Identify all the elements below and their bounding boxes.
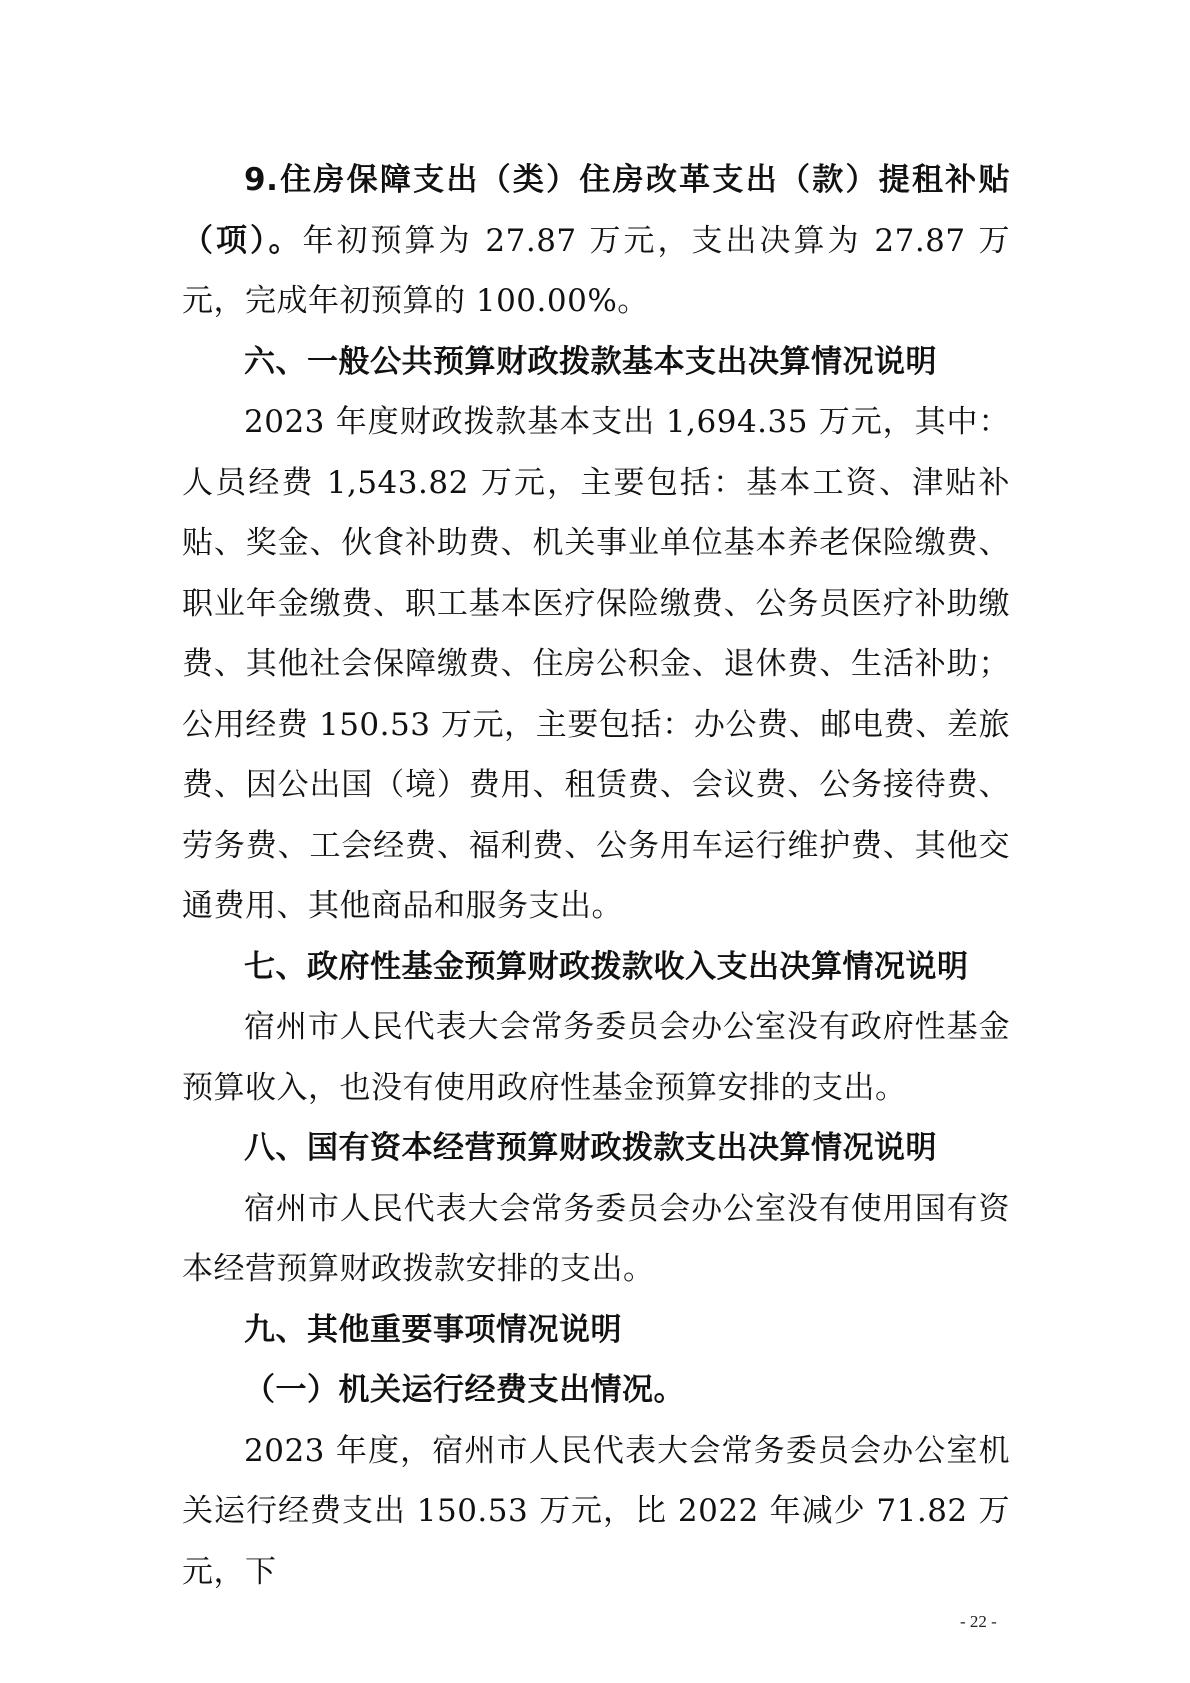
paragraph-state-capital: 宿州市人民代表大会常务委员会办公室没有使用国有资本经营预算财政拨款安排的支出。 [182, 1190, 1010, 1287]
paragraph-operating-expenses: 2023 年度，宿州市人民代表大会常务委员会办公室机关运行经费支出 150.53 万元，比 2022 年减少 71.82 万元，下 [182, 1432, 1010, 1590]
document-body [182, 150, 1010, 1602]
subsection-heading-9-1: （一）机关运行经费支出情况。 [244, 1372, 685, 1408]
item-text: 年初预算为 27.87 万元，支出决算为 27.87 万元，完成年初预算的 100.00%。 [182, 222, 1010, 319]
section-heading-9: 九、其他重要事项情况说明 [244, 1311, 622, 1348]
section-heading-8: 八、国有资本经营预算财政拨款支出决算情况说明 [244, 1130, 937, 1166]
paragraph-government-fund: 宿州市人民代表大会常务委员会办公室没有政府性基金预算收入，也没有使用政府性基金预算安排的支出。 [182, 1009, 1010, 1106]
page-number: - 22 - [960, 1612, 997, 1631]
paragraph-basic-expenditure: 2023 年度财政拨款基本支出 1,694.35 万元，其中：人员经费 1,543.82 万元，主要包括：基本工资、津贴补贴、奖金、伙食补助费、机关事业单位基本养老保险缴费、职业年金缴费、职工基本医疗保险缴费、公务员医疗补助缴费、其他社会保障缴费、住房公积金、退休费、生活补助；公用经费 150.53 万元，主要包括：办公费、邮电费、差旅费、因公出国（境）费用、租赁费、会议费、公务接待费、劳务费、工会经费、福利费、公务用车运行维护费、其他交通费用、其他商品和服务支出。 [182, 404, 1010, 924]
section-heading-7: 七、政府性基金预算财政拨款收入支出决算情况说明 [244, 948, 969, 985]
paragraph-housing-subsidy [182, 150, 1010, 332]
item-title: 9.住房保障支出（类）住房改革支出（款）提租补贴（项）。 [182, 162, 1010, 259]
section-heading-6: 六、一般公共预算财政拨款基本支出决算情况说明 [244, 343, 937, 380]
